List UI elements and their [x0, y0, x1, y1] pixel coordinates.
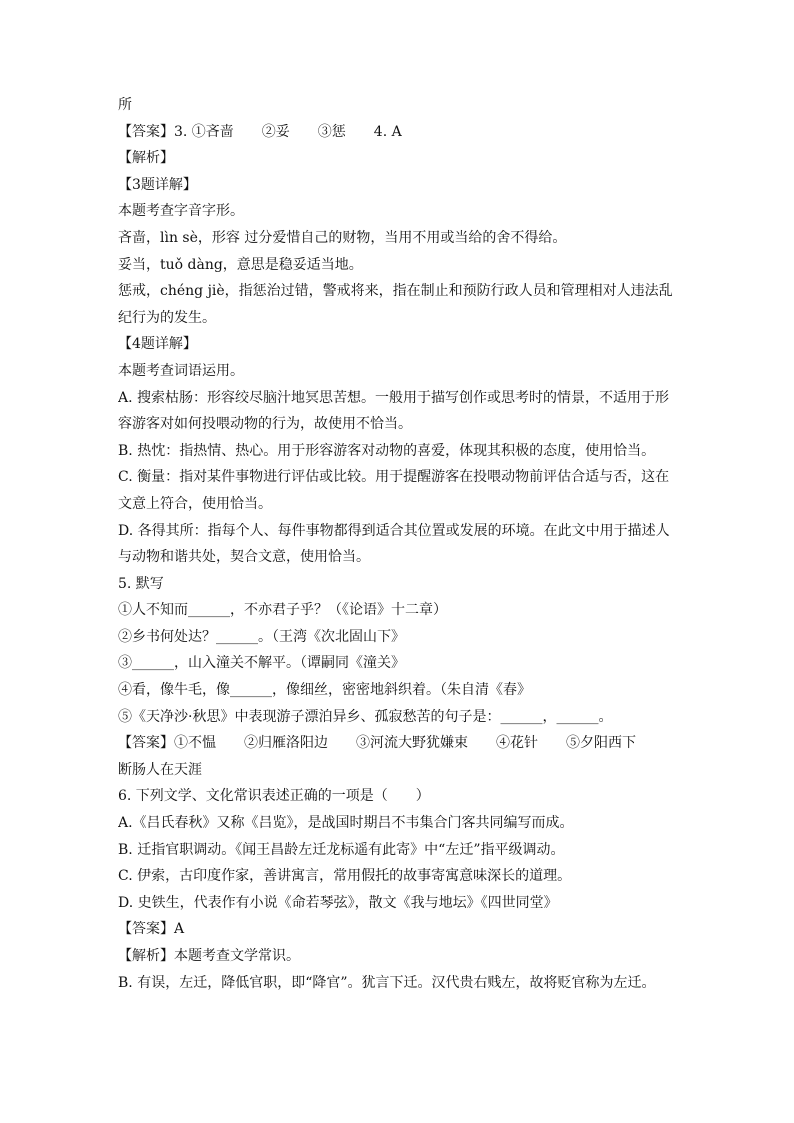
option-d-line: D. 史铁生，代表作有小说《命若琴弦》，散文《我与地坛》《四世同堂》 — [118, 894, 558, 911]
option-b-line: B. 热忱：指热情、热心。用于形容游客对动物的喜爱，体现其积极的态度，使用恰当。 — [118, 442, 656, 459]
dictation-item: ⑤《天净沙·秋思》中表现游子漂泊异乡、孤寂愁苦的句子是：______，______。 — [118, 708, 613, 725]
question-3-detail-heading: 【3题详解】 — [118, 176, 197, 193]
text-line: 惩戒，chéng jiè，指惩治过错，警戒将来，指在制止和预防行政人员和管理相对人违法乱 — [118, 283, 673, 300]
option-a-line: A. 搜索枯肠：形容绞尽脑汁地冥思苦想。一般用于描写创作或思考时的情景，不适用于形 — [118, 389, 670, 406]
dictation-item: ②乡书何处达？______。（王湾《次北固山下》 — [118, 628, 405, 645]
text-line: 本题考查字音字形。 — [118, 203, 244, 220]
document-page — [118, 92, 678, 996]
text-line: 容游客对如何投喂动物的行为，故使用不恰当。 — [118, 416, 412, 433]
text-line: 所 — [118, 97, 132, 113]
option-c-line: C. 衡量：指对某件事物进行评估或比较。用于提醒游客在投喂动物前评估合适与否，这在 — [118, 469, 670, 486]
dictation-item: ④看，像牛毛，像______，像细丝，密密地斜织着。（朱自清《春》 — [118, 682, 531, 699]
text-line: 本题考查词语运用。 — [118, 362, 244, 379]
option-b-line: B. 迁指官职调动。《闻王昌龄左迁龙标遥有此寄》中“左迁”指平级调动。 — [118, 841, 565, 858]
answer-line: 【答案】①不愠 ②归雁洛阳边 ③河流大野犹嫌束 ④花针 ⑤夕阳西下 — [118, 735, 636, 752]
text-line: 文意上符合，使用恰当。 — [118, 495, 272, 512]
question-4-detail-heading: 【4题详解】 — [118, 336, 197, 353]
text-line: B. 有误，左迁，降低官职，即“降官”。犹言下迁。汉代贵右贱左，故将贬官称为左迁。 — [118, 974, 656, 991]
option-d-line: D. 各得其所：指每个人、每件事物都得到适合其位置或发展的环境。在此文中用于描述人 — [118, 522, 670, 539]
answer-line: 【答案】A — [118, 921, 185, 938]
question-6-heading: 6. 下列文学、文化常识表述正确的一项是（ ） — [118, 788, 430, 805]
analysis-line: 【解析】本题考查文学常识。 — [118, 948, 300, 964]
answer-line: 【答案】3. ①吝啬 ②妥 ③惩 4. A — [118, 123, 402, 140]
text-line: 妥当，tuǒ dàng，意思是稳妥适当地。 — [118, 256, 363, 273]
text-line: 纪行为的发生。 — [118, 309, 216, 326]
text-line: 与动物和谐共处，契合文意，使用恰当。 — [118, 549, 370, 566]
option-c-line: C. 伊索，古印度作家，善讲寓言，常用假托的故事寄寓意味深长的道理。 — [118, 868, 572, 885]
dictation-item: ①人不知而______，不亦君子乎？（《论语》十二章） — [118, 602, 447, 619]
analysis-heading: 【解析】 — [118, 150, 174, 167]
text-line: 吝啬，lìn sè，形容 过分爱惜自己的财物，当用不用或当给的舍不得给。 — [118, 229, 567, 246]
text-line: 断肠人在天涯 — [118, 761, 202, 778]
question-5-heading: 5. 默写 — [118, 575, 164, 592]
dictation-item: ③______，山入潼关不解平。（谭嗣同《潼关》 — [118, 655, 405, 672]
option-a-line: A.《吕氏春秋》又称《吕览》，是战国时期吕不韦集合门客共同编写而成。 — [118, 815, 574, 832]
